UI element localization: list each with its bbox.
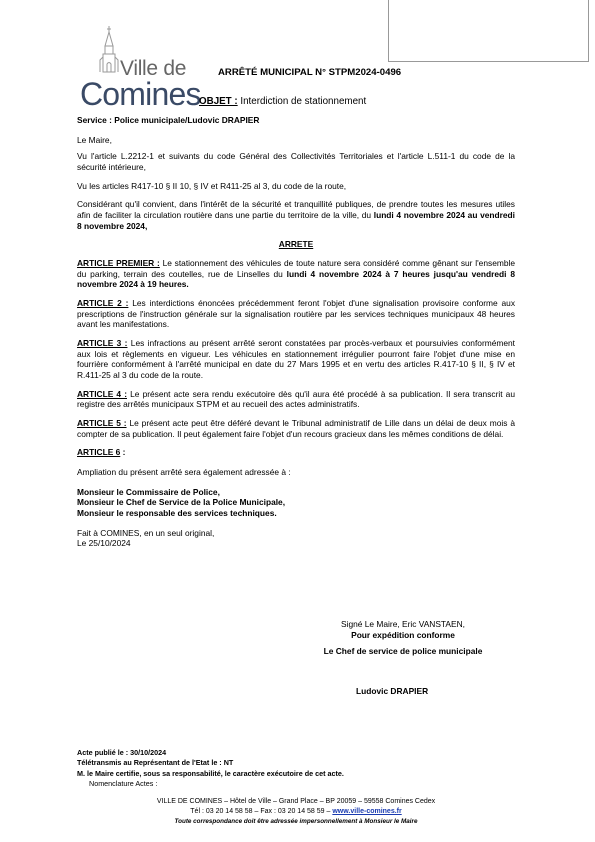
recipient-1: Monsieur le Commissaire de Police, — [77, 486, 220, 497]
article-3 — [77, 338, 515, 381]
article-5 — [77, 418, 515, 439]
article-5-text: Le présent acte peut être déféré devant le Tribunal administratif de Lille dans un délai de deux mois à compter de sa publication. Il peut également faire l'objet d'un recours gracieux dans les mêmes conditions de délai. — [77, 418, 516, 439]
article-2-text: Les interdictions énoncées précédemment feront l'objet d'une signalisation provisoire conforme aux prescriptions de l'instruction générale sur la signalisation routière par les services techniques municipaux 48 heures avant les manifestations. — [77, 298, 516, 330]
page-footer — [77, 797, 515, 826]
city-logo — [72, 26, 200, 110]
footer-address: VILLE DE COMINES – Hôtel de Ville – Grand Place – BP 20059 – 59558 Comines Cedex — [156, 798, 436, 805]
article-3-text: Les infractions au présent arrêté seront constatées par procès-verbaux et poursuivies conformément aux lois et règlements en vigueur. Les véhicules en stationnement irrégulier pourront faire l'objet d'une mise en fourrière conformément à l'arrêté municipal en date du 27 Mars 1995 et en vertu des articles R.417-10 § II, § IV et R.411-25 al 3 du code de la route. — [77, 338, 515, 381]
logo-comines-text: Comines — [80, 76, 201, 112]
arrete-heading: ARRETE — [278, 239, 314, 250]
fait-a-line: Fait à COMINES, en un seul original, — [77, 527, 215, 538]
article-2 — [77, 298, 515, 330]
vu-paragraph-1: Vu l'article L.2212-1 et suivants du code Général des Collectivités Territoriales et l'article L.511-1 du code de la sécurité intérieure, — [77, 151, 515, 173]
article-1-text: Le stationnement des véhicules de toute nature sera considéré comme gênant sur l'ensemble du parking, terrain des coutelles, rue de Linselles du — [77, 258, 515, 279]
decree-body — [77, 115, 515, 549]
signature-pour-expedition: Pour expédition conforme — [351, 630, 455, 640]
website-link[interactable]: www.ville-comines.fr — [332, 808, 402, 816]
article-1-dates: lundi 4 novembre 2024 à 7 heures jusqu'au vendredi 8 novembre 2024 à 19 heures. — [77, 268, 516, 290]
article-4 — [77, 389, 515, 410]
article-6-colon: : — [120, 447, 126, 458]
footer-tel: Tél : 03 20 14 58 58 – Fax : 03 20 14 58 59 – — [190, 808, 333, 816]
object-label: OBJET : — [199, 96, 238, 107]
footer-contact — [77, 807, 515, 817]
nomenclature: Nomenclature Actes : — [89, 779, 158, 789]
ampliation-line: Ampliation du présent arrêté sera également adressée à : — [77, 467, 291, 478]
recipient-2: Monsieur le Chef de Service de la Police Municipale, — [77, 497, 286, 508]
decree-title: ARRÊTÉ MUNICIPAL N° STPM2024-0496 — [218, 67, 402, 78]
church-icon — [98, 26, 120, 74]
le-maire: Le Maire, — [77, 134, 112, 145]
vu-paragraph-2: Vu les articles R417-10 § II 10, § IV et R411-25 al 3, du code de la route, — [77, 180, 347, 191]
considerant-paragraph — [77, 199, 515, 231]
article-1 — [77, 258, 515, 290]
decree-object — [199, 96, 366, 108]
acte-publie: Acte publié le : 30/10/2024 — [77, 748, 167, 757]
article-4-label: ARTICLE 4 : — [77, 388, 127, 399]
article-2-label: ARTICLE 2 : — [77, 298, 129, 309]
considerant-dates: lundi 4 novembre 2024 au vendredi 8 novembre 2024, — [77, 210, 515, 231]
article-1-label: ARTICLE PREMIER : — [77, 258, 160, 269]
decree-date: Le 25/10/2024 — [77, 538, 131, 549]
signature-chef: Le Chef de service de police municipale — [323, 646, 483, 656]
article-6 — [77, 447, 515, 458]
recipient-3: Monsieur le responsable des services techniques. — [77, 508, 277, 519]
article-5-label: ARTICLE 5 : — [77, 418, 127, 429]
object-text: Interdiction de stationnement — [237, 96, 367, 107]
signature-name: Ludovic DRAPIER — [356, 686, 429, 696]
teletransmis: Télétransmis au Représentant de l'Etat le : NT — [77, 758, 234, 768]
footer-correspondence: Toute correspondance doit être adressée impersonnellement à Monsieur le Maire — [174, 818, 418, 826]
signature-signe: Signé Le Maire, Eric VANSTAEN, — [341, 619, 465, 629]
publication-info — [77, 748, 344, 790]
logo-ville-text: Ville de — [120, 57, 187, 80]
certification: M. le Maire certifie, sous sa responsabilité, le caractère exécutoire de cet acte. — [77, 768, 344, 778]
service-line: Service : Police municipale/Ludovic DRAPIER — [77, 115, 260, 125]
stamp-box — [388, 0, 589, 62]
article-4-text: Le présent acte sera rendu exécutoire dès qu'il aura été procédé à sa publication. Il sera transcrit au registre des arrêtés municipaux STPM et au recueil des actes administratifs. — [77, 388, 516, 410]
article-6-label: ARTICLE 6 — [77, 447, 121, 458]
article-3-label: ARTICLE 3 : — [77, 338, 128, 349]
considerant-text: Considérant qu'il convient, dans l'intérêt de la sécurité et tranquillité publiques, de prendre toutes les mesures utiles afin de faciliter la circulation routière dans une partie du territoire de la ville, du — [77, 199, 515, 221]
